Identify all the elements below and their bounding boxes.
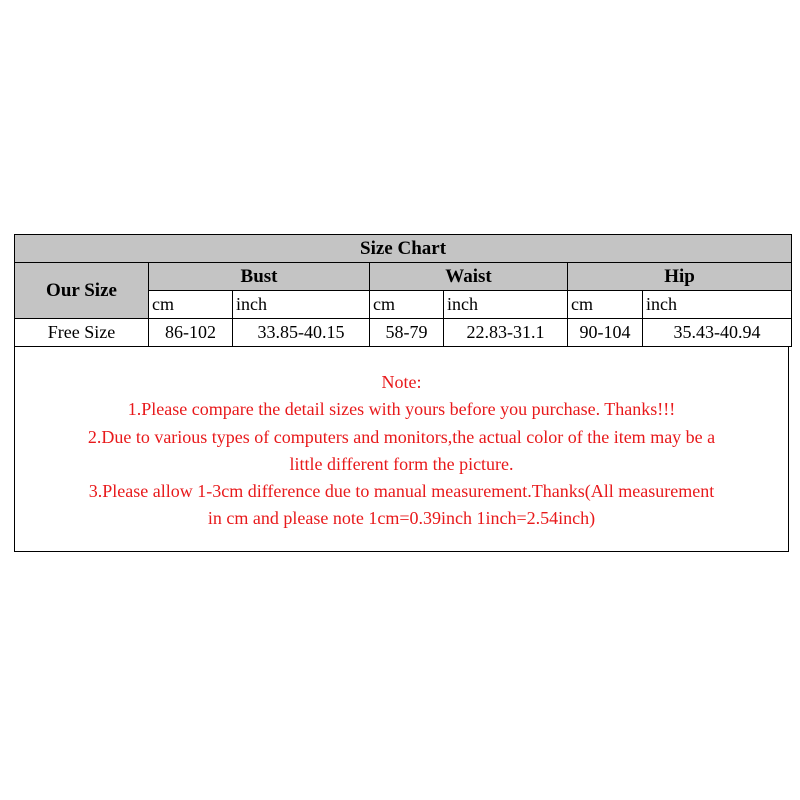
note-line-2b: little different form the picture. [289, 453, 514, 474]
hip-cm-value: 90-104 [568, 319, 643, 347]
note-line-3b: in cm and please note 1cm=0.39inch 1inch=2.54inch) [207, 508, 596, 529]
note-line-2a: 2.Due to various types of computers and monitors,the actual color of the item may be a [87, 426, 716, 447]
hip-inch-unit: inch [643, 291, 792, 319]
hip-cm-unit: cm [568, 291, 643, 319]
note-line-3a: 3.Please allow 1-3cm difference due to manual measurement.Thanks(All measurement [88, 481, 715, 502]
row-label: Free Size [15, 319, 149, 347]
bust-cm-value: 86-102 [149, 319, 233, 347]
table-title: Size Chart [15, 235, 792, 263]
bust-header: Bust [149, 263, 370, 291]
note-line-1: 1.Please compare the detail sizes with yours before you purchase. Thanks!!! [127, 399, 676, 420]
bust-cm-unit: cm [149, 291, 233, 319]
hip-header: Hip [568, 263, 792, 291]
bust-inch-unit: inch [233, 291, 370, 319]
hip-inch-value: 35.43-40.94 [643, 319, 792, 347]
waist-cm-value: 58-79 [370, 319, 444, 347]
our-size-header: Our Size [15, 263, 149, 319]
waist-inch-unit: inch [444, 291, 568, 319]
waist-cm-unit: cm [370, 291, 444, 319]
waist-inch-value: 22.83-31.1 [444, 319, 568, 347]
waist-header: Waist [370, 263, 568, 291]
group-header-row [15, 263, 792, 291]
bust-inch-value: 33.85-40.15 [233, 319, 370, 347]
title-row [15, 235, 792, 263]
size-chart-table [14, 234, 792, 347]
note-box [14, 346, 789, 552]
note-heading: Note: [381, 372, 422, 392]
free-size-row [15, 319, 792, 347]
